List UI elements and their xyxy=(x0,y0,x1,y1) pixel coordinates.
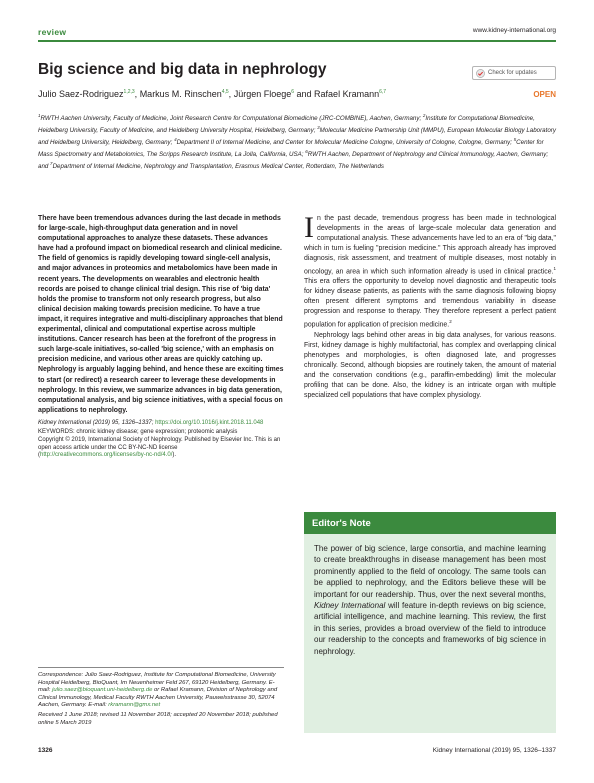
author-affiliation-mark: 1,2,3 xyxy=(123,89,135,95)
author-name[interactable]: Julio Saez-Rodriguez xyxy=(38,89,124,99)
article-title: Big science and big data in nephrology xyxy=(38,61,327,78)
editors-note-box xyxy=(304,512,556,733)
copyright-end: ). xyxy=(172,452,177,459)
keywords-text: chronic kidney disease; gene expression; proteomic analysis xyxy=(74,429,238,436)
author-name[interactable]: Markus M. Rinschen xyxy=(139,89,222,99)
correspondence-rule xyxy=(38,667,284,668)
citation-text: Kidney International (2019) 95, 1326–1337; xyxy=(38,419,156,426)
license-link[interactable]: http://creativecommons.org/licenses/by-nc-nd/4.0/ xyxy=(40,452,173,459)
affiliation-number: 7 xyxy=(50,160,53,166)
affiliation-text: Center for Mass Spectrometry and Metabolomics, The Scripps Research Institute, La Jolla, California, USA; xyxy=(38,139,544,158)
affiliation-text: Institute for Computational Biomedicine, Heidelberg University, Faculty of Medicine, and Heidelberg University Hospital, Heidelberg, Germany; xyxy=(38,115,535,135)
affiliation-text: RWTH Aachen, Department of Nephrology and Clinical Immunology, Aachen, Germany; and xyxy=(38,150,549,170)
body-paragraph: Nephrology lags behind other areas in big data analyses, for various reasons. First, kidney damage is highly multifactorial, has complex and overlapping clinical phenotypes and morphologies, is often diagnosed late, and progresses chronically. Second, although biopsies are routinely taken, the amount of material and the conservation conditions (e.g., paraffin-embedding) limit the molecular profiling that can be done. Also, the kidney is an intricate organ with multiple specialized cell populations that have complex physiology. xyxy=(304,331,556,399)
affiliation-text: Molecular Medicine Partnership Unit (MMPU), European Molecular Biology Laboratory and Heidelberg University, Heidelberg, Germany; xyxy=(38,127,556,146)
body-text: This era offers the opportunity to develop novel diagnostic and therapeutic tools for kidney disease patients, as patients with the same diagnosis following biopsy often present different symptoms and tremendous variability in disease progression and response to therapy. They therefore represent a perfect patient population for application of precision medicine. xyxy=(304,278,556,329)
dropcap: I xyxy=(304,211,314,244)
author-affiliation-mark: 4,5 xyxy=(221,89,229,95)
header-rule xyxy=(38,40,556,42)
editors-note-text xyxy=(304,534,556,657)
body-text: n the past decade, tremendous progress has been made in technological developments in the areas of large-scale molecular data generation and computational analysis. These advancements have led to an era of "big data," which in turn is fueling "precision medicine." This approach already has improved diagnosis, risk assessment, and treatment of multiple diseases, most notably in oncology, an area in which such information already is used in clinical practice. xyxy=(304,215,556,276)
affiliation-text: RWTH Aachen University, Faculty of Medicine, Joint Research Centre for Computational Biomedicine (JRC-COMBINE), Aachen, Germany; xyxy=(40,115,423,123)
reference-mark[interactable]: 2 xyxy=(449,319,452,325)
editors-note-heading: Editor's Note xyxy=(304,512,556,534)
author-list xyxy=(38,89,386,99)
affiliations xyxy=(38,112,558,172)
correspondence-text: or Rafael Kramann, Division of Nephrology and Clinical Immunology, Medical Faculty RWTH Aachen University, Pauwelsstrasse 30, 52074 Aachen, Germany. E-mail: xyxy=(38,687,278,709)
footer-journal: Kidney International (2019) 95, 1326–1337 xyxy=(432,747,556,754)
author-affiliation-mark: 6 xyxy=(291,89,295,95)
body-paragraph xyxy=(304,211,556,331)
journal-name: Kidney International xyxy=(314,601,386,611)
author-separator: , xyxy=(228,89,234,99)
copyright xyxy=(38,437,284,460)
journal-url[interactable]: www.kidney-international.org xyxy=(472,27,556,34)
affiliation-number: 3 xyxy=(317,124,320,130)
correspondence-text: Correspondence: Julio Saez-Rodriguez, Institute for Computational Biomedicine, University Hospital Heidelberg, BioQuant, Im Neuenheimer Feld 267, 69120 Heidelberg, Germany. E-mail: xyxy=(38,672,276,694)
affiliation-text: Department II of Internal Medicine, and Center for Molecular Medicine Cologne, University of Cologne, Cologne, Germany; xyxy=(176,139,514,146)
author-name[interactable]: Rafael Kramann xyxy=(314,89,380,99)
keywords xyxy=(38,429,284,437)
citation xyxy=(38,420,284,428)
affiliation-number: 6 xyxy=(305,148,308,154)
received-dates: Received 1 June 2018; revised 11 November 2018; accepted 20 November 2018; published online 5 March 2019 xyxy=(38,712,278,726)
doi-link[interactable]: https://doi.org/10.1016/j.kint.2018.11.048 xyxy=(155,419,264,426)
page-number: 1326 xyxy=(38,747,53,754)
open-access-badge: OPEN xyxy=(533,90,556,99)
editors-note-body: will feature in-depth reviews on big science, artificial intelligence, and machine learning. This review, the first in this series, provides a broad overview of the field to introduce our readership to the concepts and frameworks of big science in nephrology. xyxy=(314,601,546,656)
left-column xyxy=(38,214,284,460)
author-separator: , xyxy=(134,89,140,99)
section-label: review xyxy=(38,27,67,37)
abstract: There have been tremendous advances during the last decade in methods for large-scale, high-throughput data generation and in novel computational approaches to analyze these datasets. These advances have had a profound impact on biomedical research and clinical medicine. The field of genomics is rapidly developing toward single-cell analysis, and major advances in proteomics and metabolomics have been made in recent years. The developments on wearables and electronic health records are poised to change clinical trial design. This rise of 'big data' holds the promise to transform not only research progress, but also clinical decision making towards precision medicine. To have a true impact, it requires integrative and multi-disciplinary approaches that blend experimental, clinical and computational expertise across multiple institutions. Cancer research has been at the forefront of the progress in such large-scale initiatives, so-called 'big science,' with an emphasis on precision medicine, and various other areas are quickly catching up. Nephrology is arguably lagging behind, and hence these are exciting times to start (or redirect) a research career to leverage these developments in nephrology. In this review, we summarize advances in big data generation, computational analysis, and big science initiatives, with a special focus on applications to nephrology. xyxy=(38,215,284,414)
author-affiliation-mark: 6,7 xyxy=(379,89,387,95)
editors-note-body: The power of big science, large consortia, and machine learning to create breakthroughs in disease management has been most prominently applied to the field of oncology. The same tools can be applied to nephrology, and the Editors believe these will be important for our readership. Thus, over the next several months, xyxy=(314,544,546,599)
author-name[interactable]: Jürgen Floege xyxy=(233,89,292,99)
crossmark-icon xyxy=(476,69,485,78)
affiliation-number: 1 xyxy=(38,113,41,118)
check-for-updates-label: Check for updates xyxy=(488,70,537,76)
correspondence xyxy=(38,672,284,710)
keywords-label: KEYWORDS: xyxy=(38,429,75,436)
affiliation-number: 2 xyxy=(422,113,426,118)
affiliation-text: Department of Internal Medicine, Nephrology and Transplantation, Erasmus Medical Center, Rotterdam, The Netherlands xyxy=(52,162,384,170)
affiliation-number: 5 xyxy=(513,136,517,142)
affiliation-number: 4 xyxy=(174,136,177,142)
right-column xyxy=(304,211,556,401)
email-link[interactable]: rkramann@gmx.net xyxy=(108,702,161,709)
check-for-updates-button[interactable] xyxy=(472,66,556,80)
author-separator: and xyxy=(294,89,315,99)
copyright-text: Copyright © 2019, International Society of Nephrology. Published by Elsevier Inc. This is an open access article under the CC BY-NC-ND license ( xyxy=(38,437,281,459)
reference-mark[interactable]: 1 xyxy=(553,266,556,271)
email-link[interactable]: julio.saez@bioquant.uni-heidelberg.de xyxy=(52,687,153,694)
